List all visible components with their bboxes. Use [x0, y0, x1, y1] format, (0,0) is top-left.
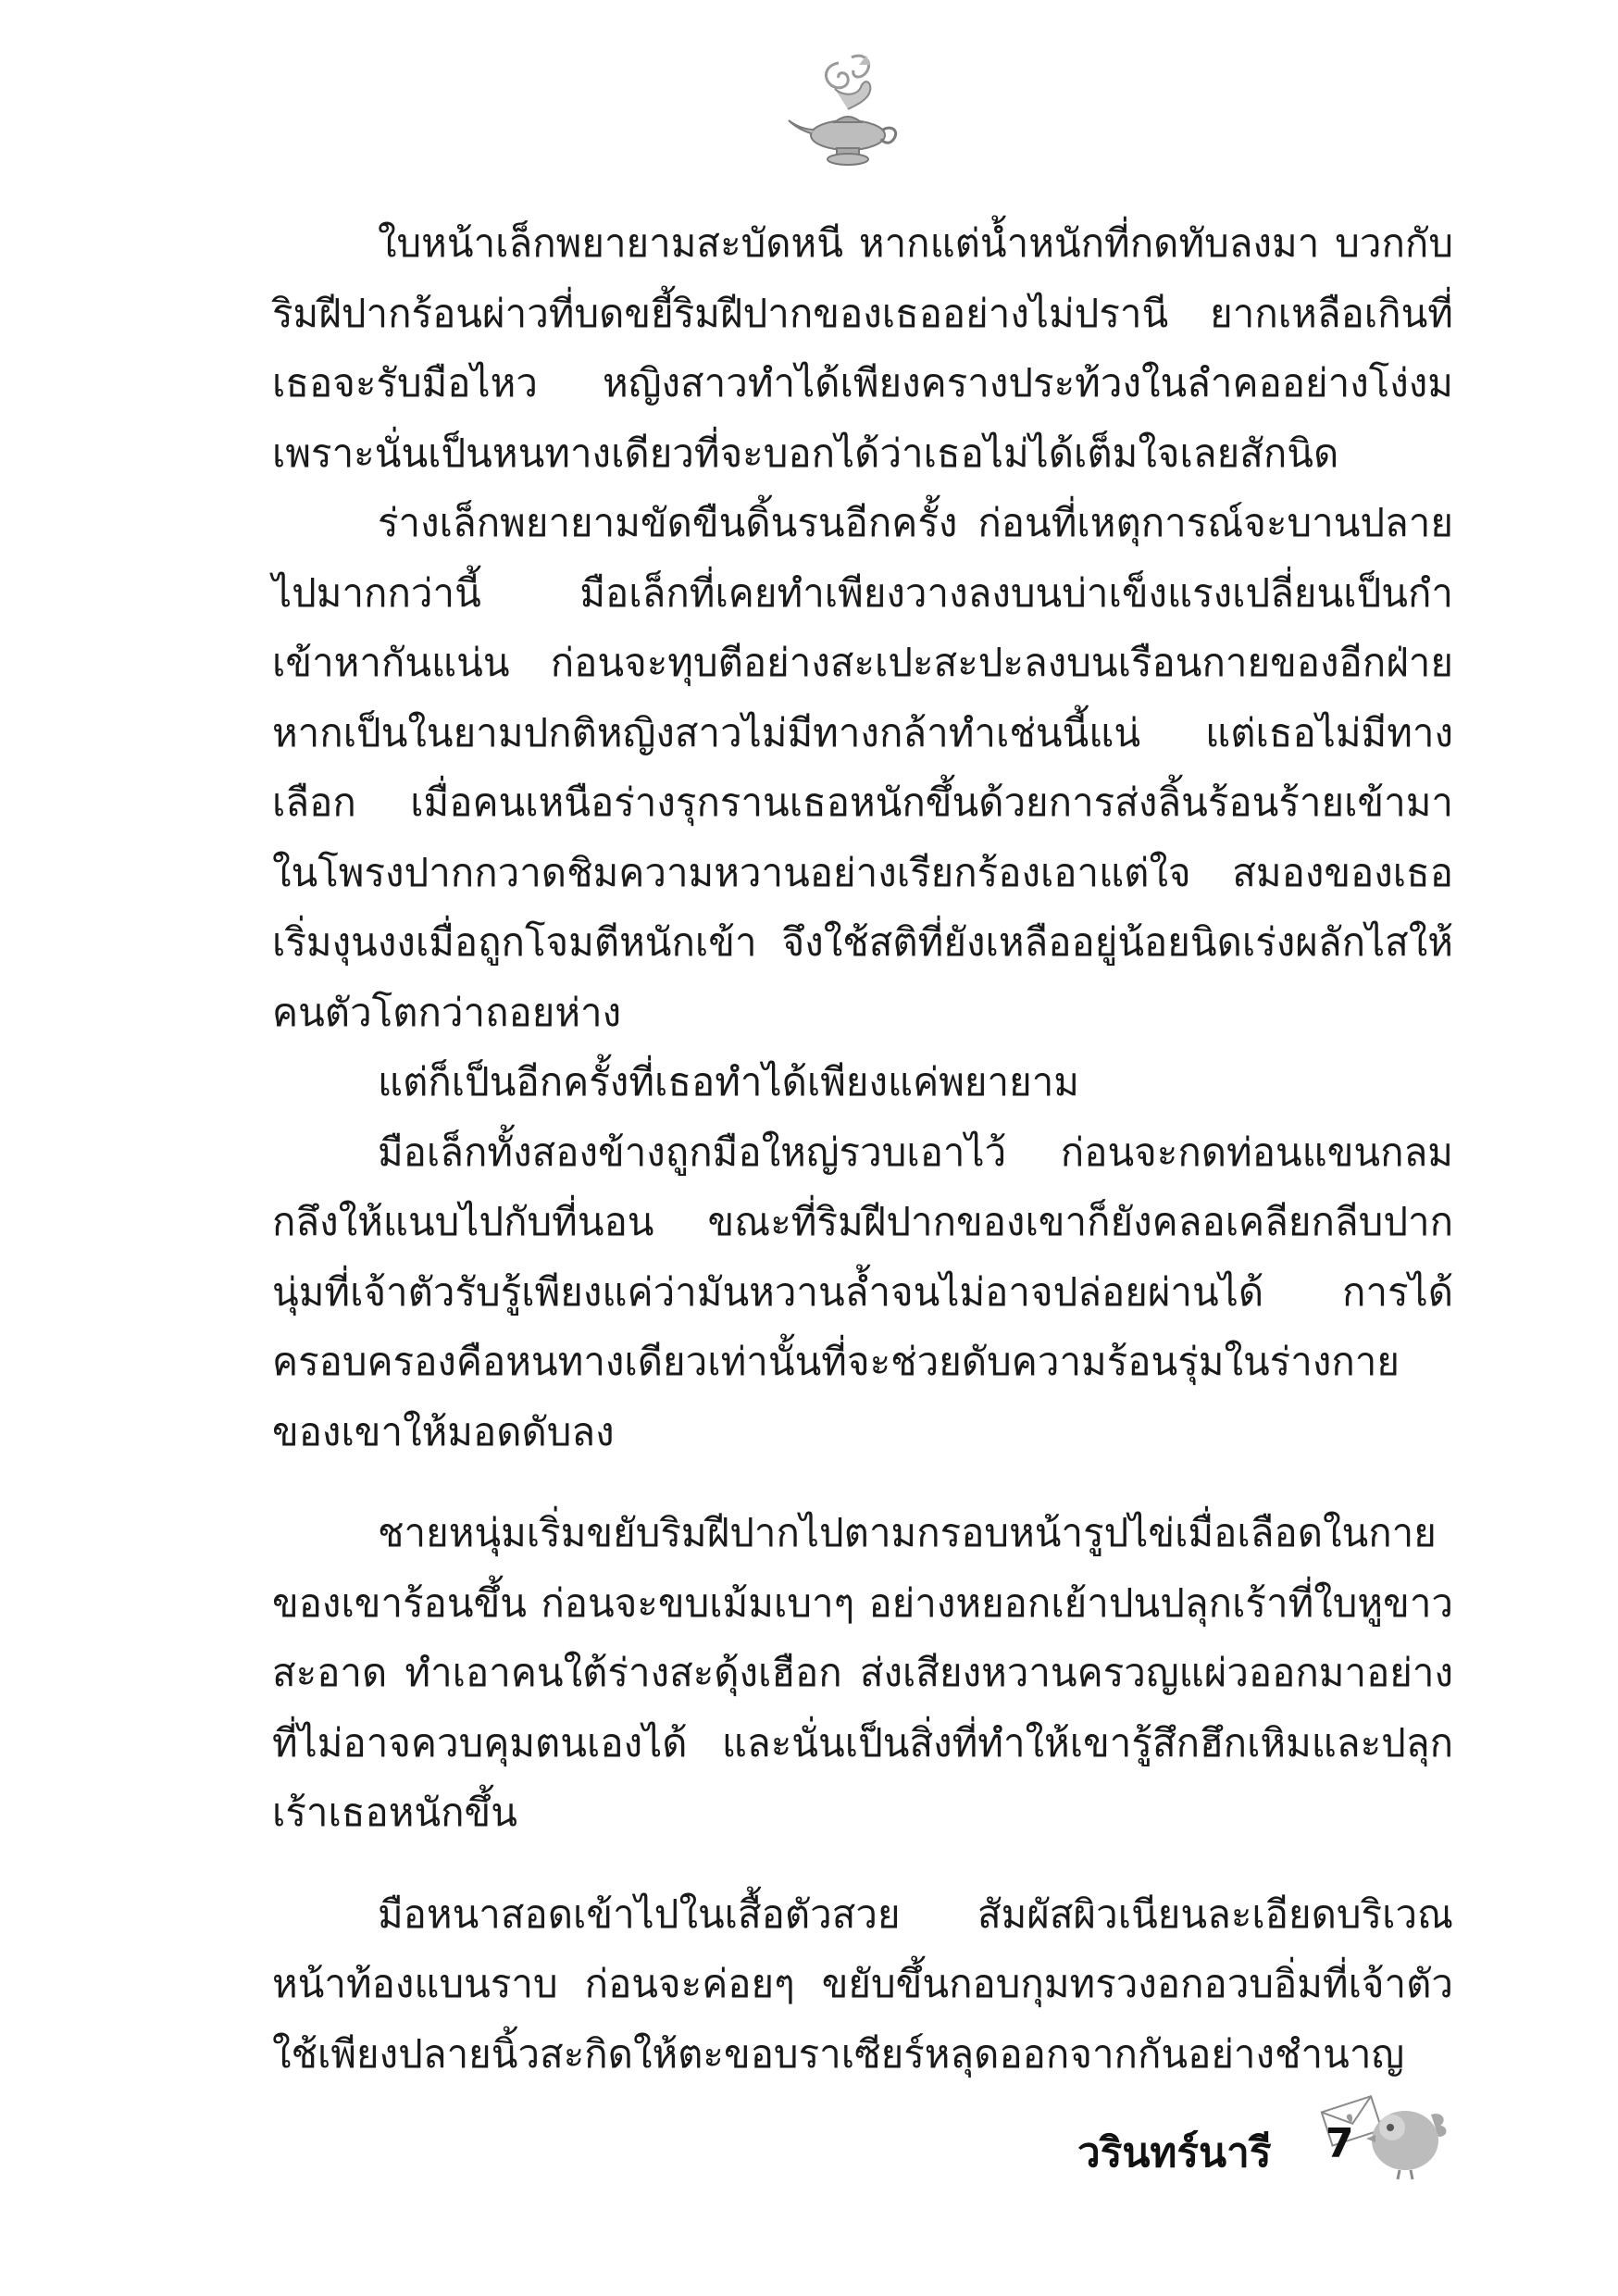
paragraph: มือเล็กทั้งสองข้างถูกมือใหญ่รวบเอาไว้ ก่อนจะกดท่อนแขนกลมกลึงให้แนบไปกับที่นอน ขณะที่ริมฝีปากของเขาก็ยังคลอเคลียกลีบปากนุ่มที่เจ้าตัวรับรู้เพียงแค่ว่ามันหวานล้ำจนไม่อาจปล่อยผ่านได้ การได้ครอบครองคือหนทางเดียวเท่านั้นที่จะช่วยดับความร้อนรุ่มในร่างกายของเขาให้มอดดับลง: [272, 1129, 1453, 1454]
chapter-body: [272, 208, 1453, 2089]
page-number: 7: [1326, 2120, 1354, 2167]
paragraph: ชายหนุ่มเริ่มขยับริมฝีปากไปตามกรอบหน้ารูปไข่เมื่อเลือดในกายของเขาร้อนขึ้น ก่อนจะขบเม้มเบาๆ อย่างหยอกเย้าปนปลุกเร้าที่ใบหูขาวสะอาด ทำเอาคนใต้ร่างสะดุ้งเฮือก ส่งเสียงหวานครวญแผ่วออกมาอย่างที่ไม่อาจควบคุมตนเองได้ และนั่นเป็นสิ่งที่ทำให้เขารู้สึกฮึกเหิมและปลุกเร้าเธอหนักขึ้น: [272, 1510, 1453, 1835]
paragraph: มือหนาสอดเข้าไปในเสื้อตัวสวย สัมผัสผิวเนียนละเอียดบริเวณหน้าท้องแบนราบ ก่อนจะค่อยๆ ขยับขึ้นกอบกุมทรวงอกอวบอิ่มที่เจ้าตัวใช้เพียงปลายนิ้วสะกิดให้ตะขอบราเซียร์หลุดออกจากกันอย่างชำนาญ: [272, 1890, 1453, 2077]
paragraph: ร่างเล็กพยายามขัดขืนดิ้นรนอีกครั้ง ก่อนที่เหตุการณ์จะบานปลายไปมากกว่านี้ มือเล็กที่เคยทำเพียงวางลงบนบ่าเข็งแรงเปลี่ยนเป็นกำเข้าหากันแน่น ก่อนจะทุบตีอย่างสะเปะสะปะลงบนเรือนกายของอีกฝ่าย หากเป็นในยามปกติหญิงสาวไม่มีทางกล้าทำเช่นนี้แน่ แต่เธอไม่มีทางเลือก เมื่อคนเหนือร่างรุกรานเธอหนักขึ้นด้วยการส่งลิ้นร้อนร้ายเข้ามาในโพรงปากกวาดชิมความหวานอย่างเรียกร้องเอาแต่ใจ สมองของเธอเริ่มงุนงงเมื่อถูกโจมตีหนักเข้า จึงใช้สติที่ยังเหลืออยู่น้อยนิดเร่งผลักไสให้คนตัวโตกว่าถอยห่าง: [272, 500, 1453, 1035]
book-title: วรินทร์นารี: [1077, 2129, 1272, 2177]
genie-lamp-icon: [781, 44, 911, 174]
page-footer: [1064, 2083, 1453, 2213]
paragraph: แต่ก็เป็นอีกครั้งที่เธอทำได้เพียงแค่พยายาม: [378, 1059, 1079, 1104]
paragraph: ใบหน้าเล็กพยายามสะบัดหนี หากแต่น้ำหนักที่กดทับลงมา บวกกับริมฝีปากร้อนผ่าวที่บดขยี้ริมฝีปากของเธออย่างไม่ปรานี ยากเหลือเกินที่เธอจะรับมือไหว หญิงสาวทำได้เพียงครางประท้วงในลำคออย่างโง่งมเพราะนั่นเป็นหนทางเดียวที่จะบอกได้ว่าเธอไม่ได้เต็มใจเลยสักนิด: [272, 220, 1453, 476]
